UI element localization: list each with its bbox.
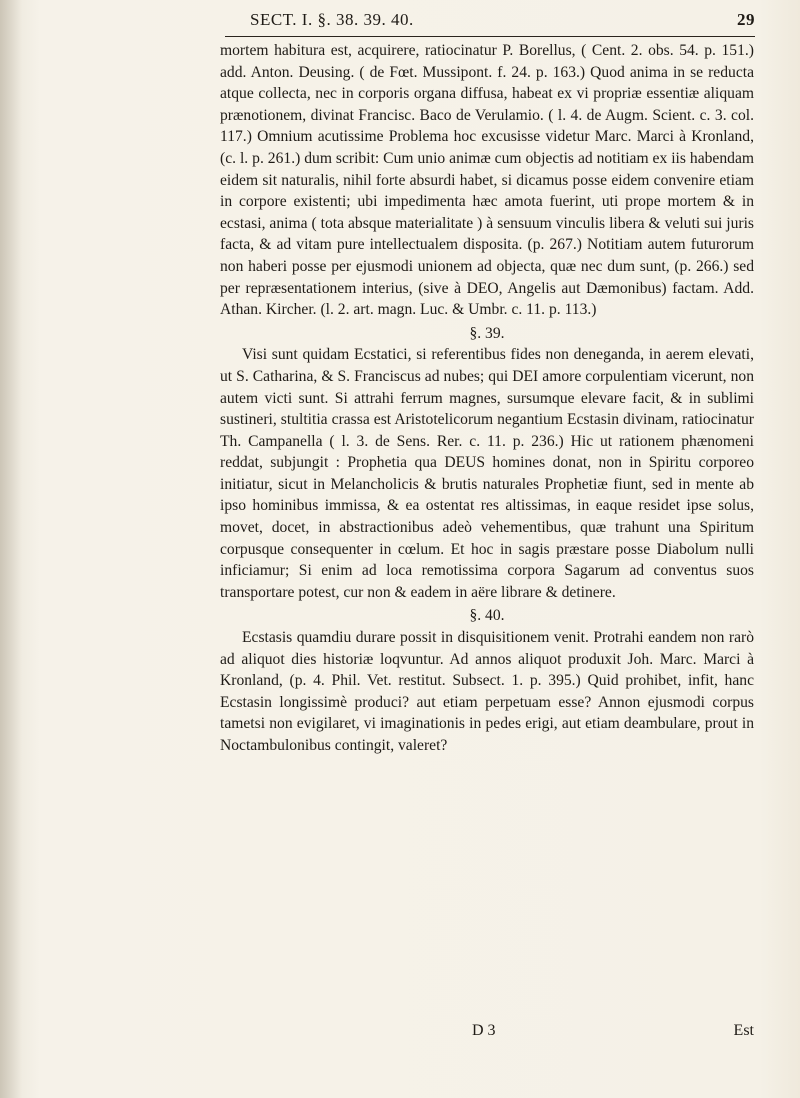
header-rule — [225, 36, 755, 37]
signature-mark: D 3 — [472, 1022, 496, 1039]
running-header — [250, 10, 755, 34]
paragraph-1: mortem habitura est, acquirere, ratiocinatur P. Borellus, ( Cent. 2. obs. 54. p. 151.) add. Anton. Deusing. ( de Fœt. Mussipont. f. 24. p. 163.) Quod anima in se reducta atque collecta, nec in corporis organa diffusa, habeat ex vi propriæ essentiæ aliquam prænotionem, divinat Francisc. Baco de Verulamio. ( l. 4. de Augm. Scient. c. 3. col. 117.) Omnium acutissime Problema hoc excusisse videtur Marc. Marci à Kronland, (c. l. p. 261.) dum scribit: Cum unio animæ cum objectis ad notitiam ex iis habendam eidem sit naturalis, nihil forte absurdi habet, si dicamus posse eidem convenire etiam in corpore existenti; ubi impedimenta hæc amota fuerint, uti prope mortem & in ecstasi, anima ( tota absque materialitate ) à sensuum vinculis libera & veluti sui juris facta, & ad vitam pure intellectualem disposita. (p. 267.) Notitiam autem futurorum non haberi posse per ejusmodi unionem ad objecta, quæ nec dum sunt, (p. 266.) sed per repræsentationem interius, (sive à DEO, Angelis aut Dæmonibus) factam. Add. Athan. Kircher. (l. 2. art. magn. Luc. & Umbr. c. 11. p. 113.) — [220, 42, 754, 319]
section-40-heading: §. 40. — [469, 607, 505, 625]
section-39-heading: §. 39. — [469, 324, 505, 342]
section-heading: SECT. I. §. 38. 39. 40. — [250, 10, 414, 29]
page-footer — [220, 1022, 754, 1044]
paragraph-2: Visi sunt quidam Ecstatici, si referentibus fides non deneganda, in aerem elevati, ut S. Catharina, & S. Franciscus ad nubes; qui DEI amore corpulentiam vicerunt, non autem victi sunt. Si attrahi ferrum magnes, sursumque elevare facit, & in sublimi sustineri, stultitia crassa est Aristotelicorum negantium Ecstasin divinam, ratiocinatur Th. Campanella ( l. 3. de Sens. Rer. c. 11. p. 236.) Hic ut rationem phænomeni reddat, subjungit : Prophetia qua DEUS homines donat, non in Spiritu corporeo initiatur, sicut in Melancholicis & brutis naturales Prophetiæ fiunt, sed in mente ab ipso hominibus immissa, & ea ostentat res altissimas, in eaque residet ipse solus, movet, docet, in abstractionibus adeò vehementibus, quæ trahunt una Spiritum corpusque consequenter in cœlum. Et hoc in sagis præstare posse Diabolum nulli inficiamur; Si enim ad loca remotissima corpora Sagarum ad conventus suos transportare potest, cur non & eadem in aëre librare & detinere. — [220, 346, 754, 601]
gutter-shadow — [0, 0, 22, 1098]
text-body — [220, 40, 754, 757]
catchword: Est — [733, 1022, 754, 1039]
paragraph-3: Ecstasis quamdiu durare possit in disquisitionem venit. Protrahi eandem non rarò ad aliquot dies historiæ loqvuntur. Ad annos aliquot produxit Joh. Marc. Marci à Kronland, (p. 4. Phil. Vet. restitut. Subsect. 1. p. 395.) Quid prohibet, infit, hanc Ecstasin longissimè produci? aut etiam perpetuam esse? Annon ejusmodi corpus tametsi non evigilaret, vi imaginationis in pedes erigi, aut etiam deambulare, prout in Noctambulonibus contingit, valeret? — [220, 629, 754, 754]
page-number: 29 — [737, 10, 755, 29]
